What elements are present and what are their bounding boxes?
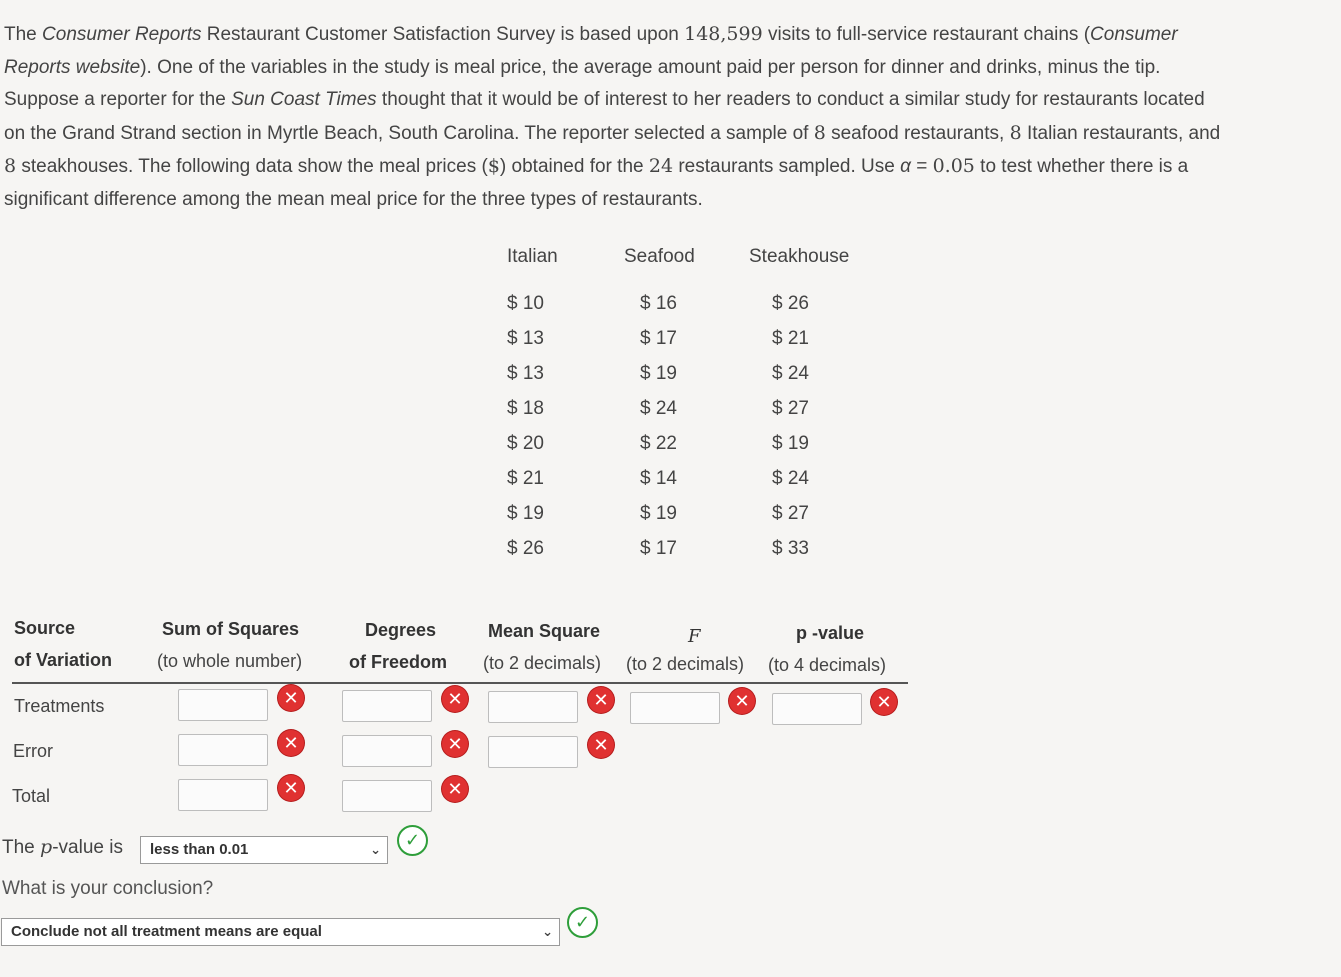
problem-statement [4, 18, 1334, 216]
table-cell: $ 16 [640, 293, 677, 314]
header-ss-sub: (to whole number) [157, 651, 303, 671]
table-cell: $ 26 [772, 293, 809, 314]
table-cell: $ 19 [640, 503, 677, 524]
table-cell: $ 27 [772, 398, 809, 419]
header-rule [12, 682, 908, 684]
header-ms-sub: (to 2 decimals) [483, 653, 602, 673]
table-cell: $ 13 [507, 328, 544, 349]
header-source: Source [14, 618, 76, 638]
total-df-input[interactable] [342, 780, 432, 812]
table-cell: $ 24 [772, 363, 809, 384]
incorrect-icon: ✕ [729, 688, 755, 714]
table-cell: $ 21 [507, 468, 544, 489]
conclusion-question: What is your conclusion? [2, 878, 214, 899]
problem-line: The Consumer Reports Restaurant Customer Satisfaction Survey is based upon 148,599 visits to full-service restaurant chains (Consumer [4, 23, 1178, 45]
incorrect-icon: ✕ [871, 689, 897, 715]
table-cell: $ 13 [507, 363, 544, 384]
table-cell: $ 14 [640, 468, 677, 489]
treatments-f-input[interactable] [630, 692, 720, 724]
incorrect-icon: ✕ [442, 731, 468, 757]
table-cell: $ 19 [772, 433, 809, 454]
chevron-down-icon: ⌄ [370, 842, 381, 857]
table-cell: $ 10 [507, 293, 544, 314]
problem-line: Reports website). One of the variables in the study is meal price, the average amount paid per person for dinner and drinks, minus the tip. [4, 56, 1161, 78]
conclusion-select[interactable] [1, 918, 560, 946]
header-ms: Mean Square [488, 621, 601, 641]
table-cell: $ 19 [640, 363, 677, 384]
table-cell: $ 22 [640, 433, 677, 454]
table-cell: $ 17 [640, 328, 677, 349]
pvalue-select[interactable] [140, 836, 388, 864]
incorrect-icon: ✕ [588, 732, 614, 758]
header-f: F [688, 626, 701, 647]
table-cell: $ 26 [507, 538, 544, 559]
column-header: Seafood [624, 246, 695, 267]
table-cell: $ 17 [640, 538, 677, 559]
table-cell: $ 24 [640, 398, 677, 419]
header-source-sub: of Variation [14, 650, 113, 670]
correct-icon: ✓ [567, 907, 598, 938]
table-cell: $ 21 [772, 328, 809, 349]
treatments-ss-input[interactable] [178, 689, 268, 721]
error-ms-input[interactable] [488, 736, 578, 768]
problem-line: significant difference among the mean meal price for the three types of restaurants. [4, 188, 703, 210]
treatments-pvalue-input[interactable] [772, 693, 862, 725]
incorrect-icon: ✕ [588, 687, 614, 713]
total-ss-input[interactable] [178, 779, 268, 811]
conclusion-selected-value: Conclude not all treatment means are equal [11, 923, 322, 940]
incorrect-icon: ✕ [442, 686, 468, 712]
correct-icon: ✓ [397, 825, 428, 856]
seafood-column [624, 246, 754, 566]
treatments-df-input[interactable] [342, 690, 432, 722]
steakhouse-column [749, 246, 879, 566]
error-df-input[interactable] [342, 735, 432, 767]
column-header: Italian [507, 246, 558, 267]
pvalue-label: The p-value is [2, 836, 123, 858]
header-pvalue-sub: (to 4 decimals) [768, 655, 887, 675]
table-cell: $ 27 [772, 503, 809, 524]
header-pvalue: p -value [796, 623, 865, 643]
header-f-sub: (to 2 decimals) [626, 654, 745, 674]
header-df-sub: of Freedom [349, 652, 448, 672]
header-df: Degrees [365, 620, 437, 640]
pvalue-selected-value: less than 0.01 [150, 841, 249, 858]
incorrect-icon: ✕ [278, 730, 304, 756]
italian-column [507, 246, 637, 566]
table-cell: $ 20 [507, 433, 544, 454]
row-label-error: Error [13, 741, 53, 761]
table-cell: $ 19 [507, 503, 544, 524]
problem-line: on the Grand Strand section in Myrtle Beach, South Carolina. The reporter selected a sample of 8 seafood restaurants, 8 Italian restaurants, and [4, 121, 1221, 144]
problem-line: Suppose a reporter for the Sun Coast Times thought that it would be of interest to her readers to conduct a similar study for restaurants located [4, 89, 1205, 110]
incorrect-icon: ✕ [278, 775, 304, 801]
chevron-down-icon: ⌄ [542, 924, 553, 939]
row-label-total: Total [12, 786, 51, 806]
error-ss-input[interactable] [178, 734, 268, 766]
incorrect-icon: ✕ [278, 685, 304, 711]
table-cell: $ 18 [507, 398, 544, 419]
table-cell: $ 33 [772, 538, 809, 559]
incorrect-icon: ✕ [442, 776, 468, 802]
column-header: Steakhouse [749, 246, 850, 267]
treatments-ms-input[interactable] [488, 691, 578, 723]
header-ss: Sum of Squares [162, 619, 300, 639]
row-label-treatments: Treatments [14, 696, 105, 716]
problem-line: 8 steakhouses. The following data show the meal prices ($) obtained for the 24 restaurants sampled. Use α = 0.05 to test whether there is a [4, 155, 1189, 177]
table-cell: $ 24 [772, 468, 809, 489]
